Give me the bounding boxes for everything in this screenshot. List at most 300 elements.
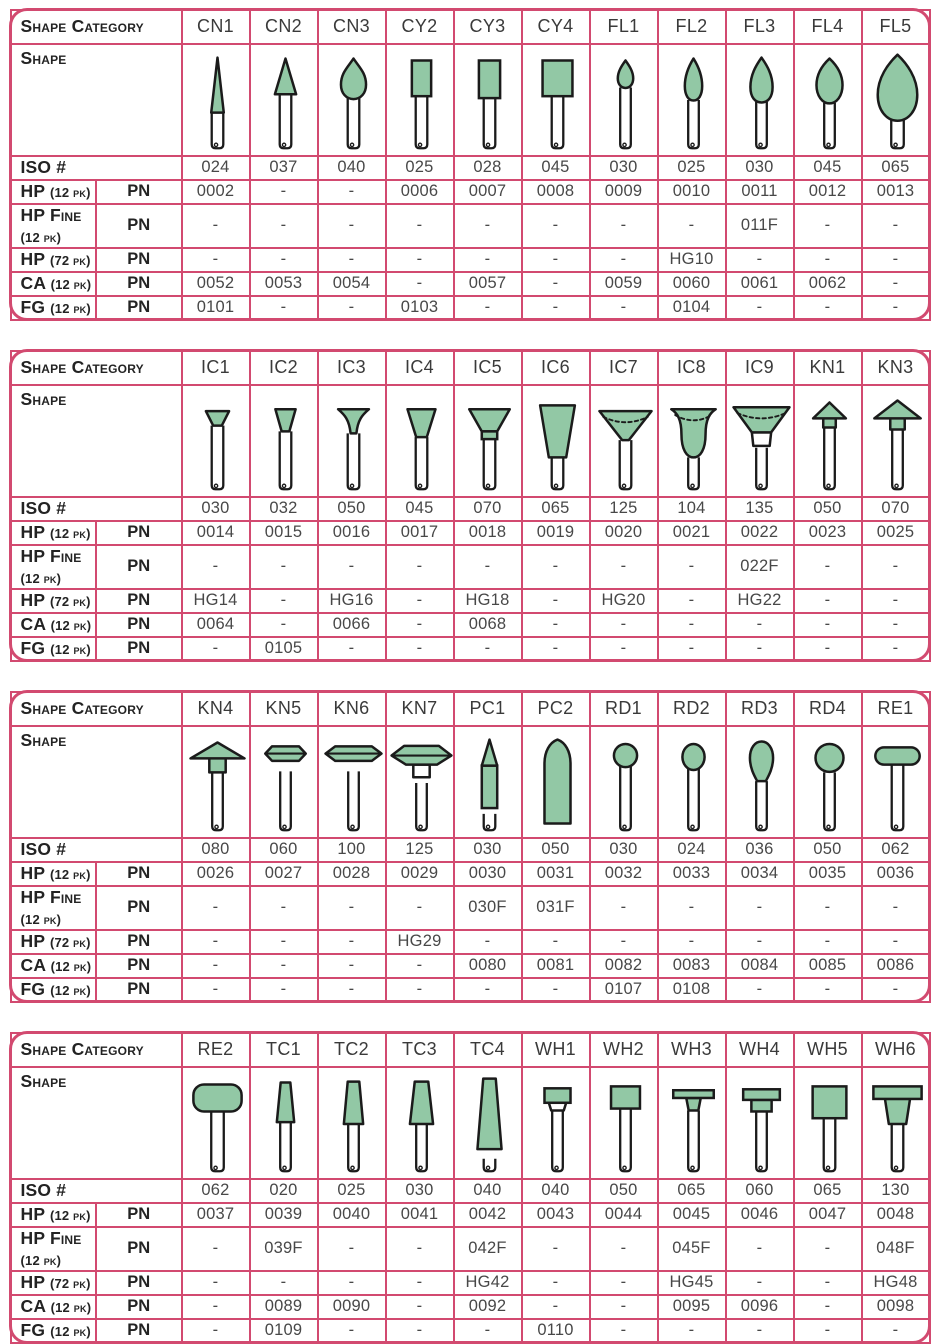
iso-value-WH4: 060	[726, 1179, 794, 1203]
row-label-main: HP	[20, 863, 50, 883]
pn-value-fg-FL4: -	[794, 296, 862, 320]
pn-value-hpfine-IC1: -	[182, 545, 250, 589]
iso-value-RD3: 036	[726, 838, 794, 862]
row-label-fg	[11, 1319, 97, 1343]
pn-value-hp12-TC3: 0041	[386, 1203, 454, 1227]
pn-value-hpfine-IC9: 022F	[726, 545, 794, 589]
pn-label: PN	[96, 1203, 182, 1227]
row-label-pack: (72 pk)	[49, 253, 91, 268]
pn-value-ca-FL3: 0061	[726, 272, 794, 296]
row-label-ca	[11, 613, 97, 637]
pn-value-fg-IC4: -	[386, 637, 454, 661]
pn-value-hp72-WH2: -	[590, 1271, 658, 1295]
pn-value-hp72-WH4: -	[726, 1271, 794, 1295]
pn-value-fg-IC7: -	[590, 637, 658, 661]
category-code-IC9: IC9	[726, 351, 794, 385]
category-code-CY3: CY3	[454, 10, 522, 44]
shape-FL3-icon	[726, 44, 794, 156]
pn-value-hp12-WH1: 0043	[522, 1203, 590, 1227]
pn-value-hpfine-CN1: -	[182, 204, 250, 248]
pn-value-hpfine-CN3: -	[318, 204, 386, 248]
shape-WH5-icon	[794, 1067, 862, 1179]
pn-value-ca-WH1: -	[522, 1295, 590, 1319]
category-code-FL3: FL3	[726, 10, 794, 44]
pn-value-fg-RD2: 0108	[658, 978, 726, 1002]
shape-WH3-icon	[658, 1067, 726, 1179]
pn-value-hp12-TC2: 0040	[318, 1203, 386, 1227]
pn-value-hp72-FL5: -	[862, 248, 930, 272]
shape-KN3-icon	[862, 385, 930, 497]
row-label-ca	[11, 954, 97, 978]
shape-row-label: Shape	[11, 385, 182, 497]
category-code-RD1: RD1	[590, 692, 658, 726]
pn-label: PN	[96, 613, 182, 637]
row-label-main: HP Fine	[20, 886, 82, 907]
pn-value-hp12-WH4: 0046	[726, 1203, 794, 1227]
pn-value-hpfine-TC4: 042F	[454, 1227, 522, 1271]
pn-label: PN	[96, 1319, 182, 1343]
iso-value-PC2: 050	[522, 838, 590, 862]
pn-value-fg-KN4: -	[182, 978, 250, 1002]
shape-row-label: Shape	[11, 726, 182, 838]
pn-value-fg-RD4: -	[794, 978, 862, 1002]
shape-KN7-icon	[386, 726, 454, 838]
pn-value-hp12-RD2: 0033	[658, 862, 726, 886]
iso-value-WH6: 130	[862, 1179, 930, 1203]
category-code-IC5: IC5	[454, 351, 522, 385]
pn-value-hpfine-TC1: 039F	[250, 1227, 318, 1271]
iso-value-KN3: 070	[862, 497, 930, 521]
iso-value-TC3: 030	[386, 1179, 454, 1203]
pn-value-hpfine-CY3: -	[454, 204, 522, 248]
pn-value-ca-TC2: 0090	[318, 1295, 386, 1319]
iso-value-WH5: 065	[794, 1179, 862, 1203]
pn-value-hp12-FL1: 0009	[590, 180, 658, 204]
pn-value-hp72-RD1: -	[590, 930, 658, 954]
pn-value-hp72-IC2: -	[250, 589, 318, 613]
row-label-pack: (12 pk)	[20, 229, 62, 245]
pn-value-fg-WH2: -	[590, 1319, 658, 1343]
iso-row-label: ISO #	[11, 497, 182, 521]
pn-value-hp72-KN4: -	[182, 930, 250, 954]
pn-value-hpfine-WH2: -	[590, 1227, 658, 1271]
shape-CN1-icon	[182, 44, 250, 156]
shape-CY4-icon	[522, 44, 590, 156]
pn-value-hp12-RD3: 0034	[726, 862, 794, 886]
pn-value-hpfine-FL2: -	[658, 204, 726, 248]
pn-value-hp72-WH1: -	[522, 1271, 590, 1295]
pn-value-ca-RD1: 0082	[590, 954, 658, 978]
pn-value-hp12-TC1: 0039	[250, 1203, 318, 1227]
row-label-hpfine	[11, 886, 97, 930]
iso-value-KN4: 080	[182, 838, 250, 862]
shape-KN4-icon	[182, 726, 250, 838]
pn-label: PN	[96, 1227, 182, 1271]
pn-value-fg-IC9: -	[726, 637, 794, 661]
category-code-IC2: IC2	[250, 351, 318, 385]
category-code-WH4: WH4	[726, 1033, 794, 1067]
pn-value-ca-IC1: 0064	[182, 613, 250, 637]
pn-value-fg-TC3: -	[386, 1319, 454, 1343]
iso-row-label: ISO #	[11, 1179, 182, 1203]
shape-RD4-icon	[794, 726, 862, 838]
category-code-FL1: FL1	[590, 10, 658, 44]
pn-value-fg-IC8: -	[658, 637, 726, 661]
iso-value-RE2: 062	[182, 1179, 250, 1203]
row-label-hp72	[11, 1271, 97, 1295]
pn-value-hpfine-IC3: -	[318, 545, 386, 589]
shape-TC1-icon	[250, 1067, 318, 1179]
pn-label: PN	[96, 180, 182, 204]
row-label-pack: (12 pk)	[50, 301, 91, 316]
shape-RD1-icon	[590, 726, 658, 838]
pn-value-fg-IC2: 0105	[250, 637, 318, 661]
row-label-main: HP	[20, 522, 50, 542]
shape-IC3-icon	[318, 385, 386, 497]
row-label-pack: (12 pk)	[50, 618, 92, 633]
pn-value-hp12-IC1: 0014	[182, 521, 250, 545]
pn-value-ca-KN6: -	[318, 954, 386, 978]
shape-category-label: Shape Category	[11, 351, 182, 385]
pn-value-hpfine-CN2: -	[250, 204, 318, 248]
category-code-IC4: IC4	[386, 351, 454, 385]
iso-row-label: ISO #	[11, 156, 182, 180]
category-code-TC3: TC3	[386, 1033, 454, 1067]
pn-value-hp72-RE1: -	[862, 930, 930, 954]
pn-value-fg-WH3: -	[658, 1319, 726, 1343]
pn-value-hp72-IC1: HG14	[182, 589, 250, 613]
pn-value-ca-KN3: -	[862, 613, 930, 637]
shape-RD3-icon	[726, 726, 794, 838]
row-label-main: HP Fine	[20, 545, 82, 566]
row-label-hp72	[11, 248, 97, 272]
row-label-hpfine	[11, 545, 97, 589]
row-label-pack: (12 pk)	[50, 1324, 91, 1339]
iso-value-WH3: 065	[658, 1179, 726, 1203]
pn-value-hp12-IC8: 0021	[658, 521, 726, 545]
pn-value-ca-RE1: 0086	[862, 954, 930, 978]
pn-value-hpfine-KN4: -	[182, 886, 250, 930]
iso-value-IC9: 135	[726, 497, 794, 521]
shape-FL4-icon	[794, 44, 862, 156]
pn-value-fg-KN7: -	[386, 978, 454, 1002]
pn-value-hp72-CN1: -	[182, 248, 250, 272]
pn-value-hp72-WH3: HG45	[658, 1271, 726, 1295]
pn-value-hpfine-FL3: 011F	[726, 204, 794, 248]
pn-value-hp72-TC1: -	[250, 1271, 318, 1295]
pn-value-fg-WH1: 0110	[522, 1319, 590, 1343]
pn-value-hpfine-PC2: 031F	[522, 886, 590, 930]
pn-value-ca-IC2: -	[250, 613, 318, 637]
iso-value-FL1: 030	[590, 156, 658, 180]
pn-value-hpfine-RD3: -	[726, 886, 794, 930]
pn-value-fg-FL5: -	[862, 296, 930, 320]
pn-value-fg-RE1: -	[862, 978, 930, 1002]
iso-value-FL2: 025	[658, 156, 726, 180]
shape-WH4-icon	[726, 1067, 794, 1179]
pn-value-ca-CN1: 0052	[182, 272, 250, 296]
pn-value-hpfine-KN7: -	[386, 886, 454, 930]
pn-value-hp72-IC8: -	[658, 589, 726, 613]
category-code-TC2: TC2	[318, 1033, 386, 1067]
pn-value-hp72-FL4: -	[794, 248, 862, 272]
pn-value-hp72-KN7: HG29	[386, 930, 454, 954]
pn-value-hpfine-CY2: -	[386, 204, 454, 248]
row-label-pack: (12 pk)	[49, 867, 91, 882]
category-code-TC1: TC1	[250, 1033, 318, 1067]
pn-value-fg-IC6: -	[522, 637, 590, 661]
pn-value-hpfine-IC2: -	[250, 545, 318, 589]
row-label-main: CA	[20, 614, 51, 634]
pn-value-hp12-FL2: 0010	[658, 180, 726, 204]
pn-value-hpfine-RD2: -	[658, 886, 726, 930]
shape-TC3-icon	[386, 1067, 454, 1179]
pn-value-ca-WH3: 0095	[658, 1295, 726, 1319]
pn-value-hp12-CY4: 0008	[522, 180, 590, 204]
pn-value-ca-TC4: 0092	[454, 1295, 522, 1319]
pn-value-hpfine-PC1: 030F	[454, 886, 522, 930]
pn-value-hpfine-IC4: -	[386, 545, 454, 589]
shape-row-label: Shape	[11, 1067, 182, 1179]
row-label-fg	[11, 637, 97, 661]
pn-value-hp12-CN2: -	[250, 180, 318, 204]
pn-label: PN	[96, 978, 182, 1002]
shape-WH1-icon	[522, 1067, 590, 1179]
iso-value-WH2: 050	[590, 1179, 658, 1203]
pn-value-ca-FL4: 0062	[794, 272, 862, 296]
shape-RE1-icon	[862, 726, 930, 838]
iso-value-KN6: 100	[318, 838, 386, 862]
row-label-pack: (72 pk)	[49, 1276, 91, 1291]
pn-value-hp72-KN5: -	[250, 930, 318, 954]
shape-TC2-icon	[318, 1067, 386, 1179]
pn-value-ca-WH2: -	[590, 1295, 658, 1319]
pn-value-ca-TC1: 0089	[250, 1295, 318, 1319]
pn-value-ca-CY4: -	[522, 272, 590, 296]
shape-FL2-icon	[658, 44, 726, 156]
shape-category-label: Shape Category	[11, 692, 182, 726]
pn-value-ca-CN3: 0054	[318, 272, 386, 296]
pn-value-hp12-PC2: 0031	[522, 862, 590, 886]
pn-value-hp12-FL5: 0013	[862, 180, 930, 204]
shape-FL5-icon	[862, 44, 930, 156]
pn-label: PN	[96, 886, 182, 930]
shape-KN5-icon	[250, 726, 318, 838]
pn-value-fg-RE2: -	[182, 1319, 250, 1343]
pn-value-fg-CN3: -	[318, 296, 386, 320]
row-label-fg	[11, 296, 97, 320]
pn-value-hp72-WH6: HG48	[862, 1271, 930, 1295]
pn-value-hp12-KN3: 0025	[862, 521, 930, 545]
row-label-hpfine	[11, 1227, 97, 1271]
pn-value-fg-KN5: -	[250, 978, 318, 1002]
category-code-KN1: KN1	[794, 351, 862, 385]
shape-CY3-icon	[454, 44, 522, 156]
iso-value-IC7: 125	[590, 497, 658, 521]
category-code-WH2: WH2	[590, 1033, 658, 1067]
pn-value-hpfine-RE2: -	[182, 1227, 250, 1271]
pn-label: PN	[96, 204, 182, 248]
pn-value-hpfine-IC5: -	[454, 545, 522, 589]
pn-value-hpfine-WH5: -	[794, 1227, 862, 1271]
row-label-pack: (12 pk)	[20, 911, 62, 927]
pn-value-hpfine-TC3: -	[386, 1227, 454, 1271]
pn-value-hp72-IC9: HG22	[726, 589, 794, 613]
pn-value-ca-PC1: 0080	[454, 954, 522, 978]
pn-value-hp72-TC3: -	[386, 1271, 454, 1295]
shape-IC1-icon	[182, 385, 250, 497]
pn-label: PN	[96, 545, 182, 589]
pn-value-hp12-WH6: 0048	[862, 1203, 930, 1227]
shape-IC9-icon	[726, 385, 794, 497]
category-code-PC2: PC2	[522, 692, 590, 726]
row-label-main: HP	[20, 1204, 50, 1224]
pn-value-hp12-KN1: 0023	[794, 521, 862, 545]
iso-value-IC4: 045	[386, 497, 454, 521]
pn-value-ca-IC6: -	[522, 613, 590, 637]
pn-value-hp12-CN3: -	[318, 180, 386, 204]
pn-value-hp72-IC7: HG20	[590, 589, 658, 613]
pn-value-fg-TC2: -	[318, 1319, 386, 1343]
pn-value-hp12-WH2: 0044	[590, 1203, 658, 1227]
category-code-WH5: WH5	[794, 1033, 862, 1067]
shape-category-label: Shape Category	[11, 10, 182, 44]
pn-value-hp12-RD4: 0035	[794, 862, 862, 886]
shape-PC1-icon	[454, 726, 522, 838]
iso-value-CN1: 024	[182, 156, 250, 180]
pn-value-ca-FL5: -	[862, 272, 930, 296]
pn-value-ca-WH4: 0096	[726, 1295, 794, 1319]
pn-label: PN	[96, 1295, 182, 1319]
shape-row-label: Shape	[11, 44, 182, 156]
shape-TC4-icon	[454, 1067, 522, 1179]
row-label-main: FG	[20, 297, 51, 317]
category-code-RD4: RD4	[794, 692, 862, 726]
shape-PC2-icon	[522, 726, 590, 838]
shape-IC5-icon	[454, 385, 522, 497]
pn-value-hp72-CY2: -	[386, 248, 454, 272]
pn-label: PN	[96, 248, 182, 272]
pn-value-hp12-FL4: 0012	[794, 180, 862, 204]
pn-value-fg-TC1: 0109	[250, 1319, 318, 1343]
iso-value-IC2: 032	[250, 497, 318, 521]
row-label-main: CA	[20, 1296, 51, 1316]
pn-label: PN	[96, 521, 182, 545]
pn-label: PN	[96, 1271, 182, 1295]
pn-value-hp12-KN6: 0028	[318, 862, 386, 886]
pn-value-hp72-CY4: -	[522, 248, 590, 272]
pn-value-ca-KN4: -	[182, 954, 250, 978]
pn-value-ca-IC3: 0066	[318, 613, 386, 637]
iso-value-KN7: 125	[386, 838, 454, 862]
iso-value-PC1: 030	[454, 838, 522, 862]
shape-IC2-icon	[250, 385, 318, 497]
pn-value-fg-KN3: -	[862, 637, 930, 661]
pn-value-hp12-RE1: 0036	[862, 862, 930, 886]
row-label-pack: (12 pk)	[50, 1300, 92, 1315]
category-code-IC6: IC6	[522, 351, 590, 385]
pn-value-hp12-IC3: 0016	[318, 521, 386, 545]
pn-value-ca-FL1: 0059	[590, 272, 658, 296]
pn-value-hp72-IC4: -	[386, 589, 454, 613]
category-code-WH3: WH3	[658, 1033, 726, 1067]
category-code-FL2: FL2	[658, 10, 726, 44]
pn-value-hpfine-IC7: -	[590, 545, 658, 589]
iso-value-CY3: 028	[454, 156, 522, 180]
pn-value-hpfine-RD1: -	[590, 886, 658, 930]
row-label-main: HP	[20, 590, 50, 610]
pn-value-hp72-PC1: -	[454, 930, 522, 954]
category-code-CY4: CY4	[522, 10, 590, 44]
category-code-FL4: FL4	[794, 10, 862, 44]
pn-value-hpfine-WH1: -	[522, 1227, 590, 1271]
row-label-hp12	[11, 862, 97, 886]
pn-value-fg-CY3: -	[454, 296, 522, 320]
category-code-RE2: RE2	[182, 1033, 250, 1067]
category-code-IC3: IC3	[318, 351, 386, 385]
shape-KN1-icon	[794, 385, 862, 497]
pn-value-hp12-WH3: 0045	[658, 1203, 726, 1227]
pn-label: PN	[96, 930, 182, 954]
pn-value-ca-RD2: 0083	[658, 954, 726, 978]
pn-value-fg-TC4: -	[454, 1319, 522, 1343]
row-label-main: CA	[20, 273, 51, 293]
row-label-pack: (12 pk)	[49, 185, 91, 200]
pn-value-hp72-KN3: -	[862, 589, 930, 613]
product-table-3	[9, 690, 931, 1003]
pn-value-fg-FL3: -	[726, 296, 794, 320]
product-table-4	[9, 1031, 931, 1344]
pn-value-hp72-RE2: -	[182, 1271, 250, 1295]
shape-category-label: Shape Category	[11, 1033, 182, 1067]
pn-value-fg-WH5: -	[794, 1319, 862, 1343]
row-label-fg	[11, 978, 97, 1002]
iso-value-CN2: 037	[250, 156, 318, 180]
row-label-ca	[11, 1295, 97, 1319]
category-code-KN5: KN5	[250, 692, 318, 726]
row-label-main: FG	[20, 1320, 51, 1340]
shape-RE2-icon	[182, 1067, 250, 1179]
pn-value-hp12-IC6: 0019	[522, 521, 590, 545]
row-label-main: HP Fine	[20, 1227, 82, 1248]
row-label-pack: (12 pk)	[49, 526, 91, 541]
iso-value-TC2: 025	[318, 1179, 386, 1203]
pn-value-hp12-PC1: 0030	[454, 862, 522, 886]
pn-value-fg-PC1: -	[454, 978, 522, 1002]
pn-value-ca-RE2: -	[182, 1295, 250, 1319]
pn-value-hp72-IC3: HG16	[318, 589, 386, 613]
category-code-KN6: KN6	[318, 692, 386, 726]
pn-value-hpfine-KN3: -	[862, 545, 930, 589]
pn-value-fg-IC1: -	[182, 637, 250, 661]
pn-value-hp12-IC7: 0020	[590, 521, 658, 545]
pn-value-hpfine-IC8: -	[658, 545, 726, 589]
pn-value-fg-RD1: 0107	[590, 978, 658, 1002]
iso-value-RD2: 024	[658, 838, 726, 862]
row-label-pack: (12 pk)	[50, 959, 92, 974]
pn-value-hpfine-FL5: -	[862, 204, 930, 248]
iso-row-label: ISO #	[11, 838, 182, 862]
category-code-TC4: TC4	[454, 1033, 522, 1067]
pn-value-hp12-CY2: 0006	[386, 180, 454, 204]
row-label-main: HP	[20, 1272, 50, 1292]
pn-value-hp72-RD4: -	[794, 930, 862, 954]
category-code-CN1: CN1	[182, 10, 250, 44]
iso-value-RE1: 062	[862, 838, 930, 862]
pn-value-hpfine-WH4: -	[726, 1227, 794, 1271]
pn-value-ca-WH5: -	[794, 1295, 862, 1319]
category-code-IC8: IC8	[658, 351, 726, 385]
